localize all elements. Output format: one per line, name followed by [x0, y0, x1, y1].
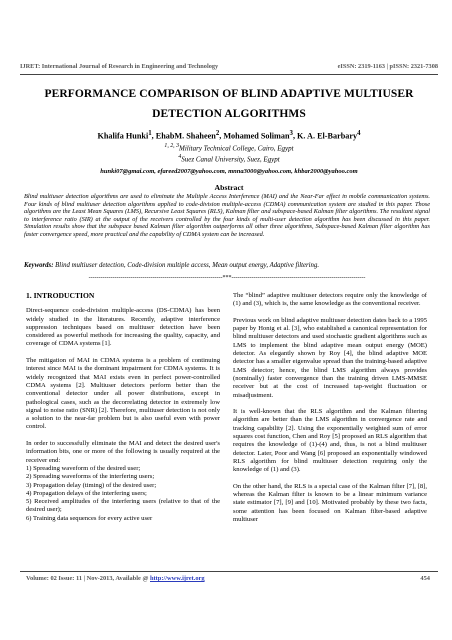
affiliation-sup: 4: [178, 154, 182, 161]
list-item: 1) Spreading waveform of the desired user;: [26, 464, 141, 472]
author-name: K. A. El-Barbary: [297, 131, 358, 141]
title-line-1: PERFORMANCE COMPARISON OF BLIND ADAPTIVE MULTIUSER: [44, 88, 414, 100]
author-name: Khalifa Hunki: [97, 131, 149, 141]
paragraph: Previous work on blind adaptive multiuser detection dates back to a 1995 paper by Honig et al. [3], who established a canonical representation for blind multiuser detectors and used stochastic gradient algorithms such as LMS to implement the blind adaptive mean output energy (MOE) detector. As elegantly shown by Roy [4], the blind adaptive MOE detector has a smaller eigenvalue spread than the training-based adaptive LMS detector; hence, the blind LMS algorithm always provides (nominally) faster convergence than the training driven LMS-MMSE receiver but at the cost of increased tap-weight fluctuation or misadjustment.: [233, 316, 427, 399]
keywords-label: Keywords:: [24, 262, 54, 269]
column-left: [26, 292, 220, 531]
author-emails: hunki07@gmai.com, efareed2007@yahoo.com, mnna3000@yahoo.com, khbar2000@yahoo.com: [100, 168, 358, 175]
author-sup: 1: [148, 130, 152, 137]
footer-rule: [20, 571, 438, 572]
running-footer: [26, 575, 430, 582]
footer-volume: [26, 575, 205, 582]
author-name: EhabM. Shaheen: [155, 131, 216, 141]
author-list: Khalifa Hunki$^1$, EhabM. Shaheen$^2$, Mohamed Soliman$^3$, K. A. El-Barbary$^4$: [97, 130, 361, 141]
section-heading: 1. INTRODUCTION: [26, 291, 95, 300]
list-item: 5) Received amplitudes of the interfering users (relative to that of the desired user);: [26, 498, 220, 514]
list-item: 6) Training data sequences for every active user: [26, 514, 153, 522]
paragraph: It is well-known that the RLS algorithm and the Kalman filtering algorithm are better than the LMS algorithm in convergence rate and tracking capability [2]. Using the exponentially weighted sum of error squares cost function, Chen and Roy [5] proposed an RLS algorithm that requires the knowledge of (1)-(4) and, thus, is not a blind multiuser detector. Later, Poor and Wang [6] proposed an exponentially windowed RLS algorithm for blind multiuser detection requiring only the knowledge of (1) and (3).: [233, 408, 427, 474]
abstract-heading: Abstract: [214, 183, 244, 192]
paper-title: [20, 84, 438, 124]
affiliations: [20, 142, 438, 164]
affiliation-sup: 1, 2, 3: [164, 143, 179, 149]
author-sup: 3: [289, 130, 293, 137]
author-sup: 4: [357, 130, 361, 137]
footer-volume-text: Volume: 02 Issue: 11 | Nov-2013, Available @: [26, 575, 150, 582]
paragraph: The mitigation of MAI in CDMA systems is a problem of continuing interest since MAI is the dominant impairment for CDMA systems. It is widely recognized that MAI exists even in perfect power-controlled CDMA systems [2]. Multiuser detectors perform better than the conventional detector under all power distributions, except in pathological cases, such as the decorrelating detector in extremely low signal to noise ratio (SNR) [2]. Therefore, multiuser detection is not only a solution to the near-far problem but is also useful even with power control.: [26, 357, 220, 431]
requirements-list: [26, 465, 220, 523]
keywords: [24, 262, 430, 269]
header-rule: [20, 74, 438, 75]
paragraph: The “blind” adaptive multiuser detectors require only the knowledge of (1) and (3), which is, the same knowledge as the conventional receiver.: [233, 292, 427, 308]
affiliation-1: [20, 142, 438, 153]
author-sup: 2: [215, 130, 220, 137]
page-number: 454: [420, 575, 430, 582]
author-name: Mohamed Soliman: [223, 131, 290, 141]
list-item: 3) Propagation delay (timing) of the desired user;: [26, 481, 157, 489]
paragraph: In order to successfully eliminate the MAI and detect the desired user's information bits, one or more of the following is usually required at the receiver end:: [26, 440, 220, 464]
running-header: [20, 63, 438, 70]
affiliation-text: Suez Canal University, Suez, Egypt: [181, 155, 280, 164]
paragraph: Direct-sequence code-division multiple-access (DS-CDMA) has been widely studied in the literatures. Recently, adaptive interference suppression techniques based on multiuser detection have been considered as powerful methods for increasing the quality, capacity, and coverage of CDMA systems [1].: [26, 307, 220, 348]
section-divider: -------------------------------------------------------------------***-------------------------------------------------------------------: [88, 275, 366, 281]
list-item: 2) Spreading waveforms of the interfering users;: [26, 473, 155, 481]
affiliation-text: Military Technical College, Cairo, Egypt: [178, 144, 294, 153]
list-item: 4) Propagation delays of the interfering users;: [26, 489, 147, 497]
issn-text: eISSN: 2319-1163 | pISSN: 2321-7308: [337, 63, 438, 70]
affiliation-2: [20, 153, 438, 164]
column-right: [233, 292, 427, 533]
title-line-2: DETECTION ALGORITHMS: [152, 108, 306, 120]
paragraph: On the other hand, the RLS is a special case of the Kalman filter [7], [8], whereas the Kalman filter is known to be a linear minimum variance state estimator [7], [9] and [10]. Motivated probably by these two facts, some attention has been focused on Kalman filter-based adaptive multiuser: [233, 482, 427, 524]
abstract-text: Blind multiuser detection algorithms are used to eliminate the Multiple Access Interference (MAI) and the Near-Far effect in mobile communication systems. Four kinds of blind multiuser detection algorithms applied to code-division multiple-access (CDMA) communication system are studied in this paper. Those algorithms are the Least Mean Squares (LMS), Recursive Least Squares (RLS), Kalman filter and subspace-based Kalman filter algorithms. The resultant signal to interference ratio (SIR) at the output of the receivers controlled by the four kinds of multi-user detection algorithm has been discussed in this paper. Simulation results show that the subspace based Kalman filter algorithm outperforms all other three algorithms, Subspace-based Kalman filter algorithm has faster convergence speed, more practical and the capability of CDMA system can be increased.: [24, 193, 430, 238]
journal-name: IJRET: International Journal of Research in Engineering and Technology: [20, 63, 219, 70]
journal-link[interactable]: http://www.ijret.org: [150, 575, 205, 582]
keywords-text: Blind multiuser detection, Code-division multiple access, Mean output energy, Adaptive filtering.: [53, 262, 320, 269]
